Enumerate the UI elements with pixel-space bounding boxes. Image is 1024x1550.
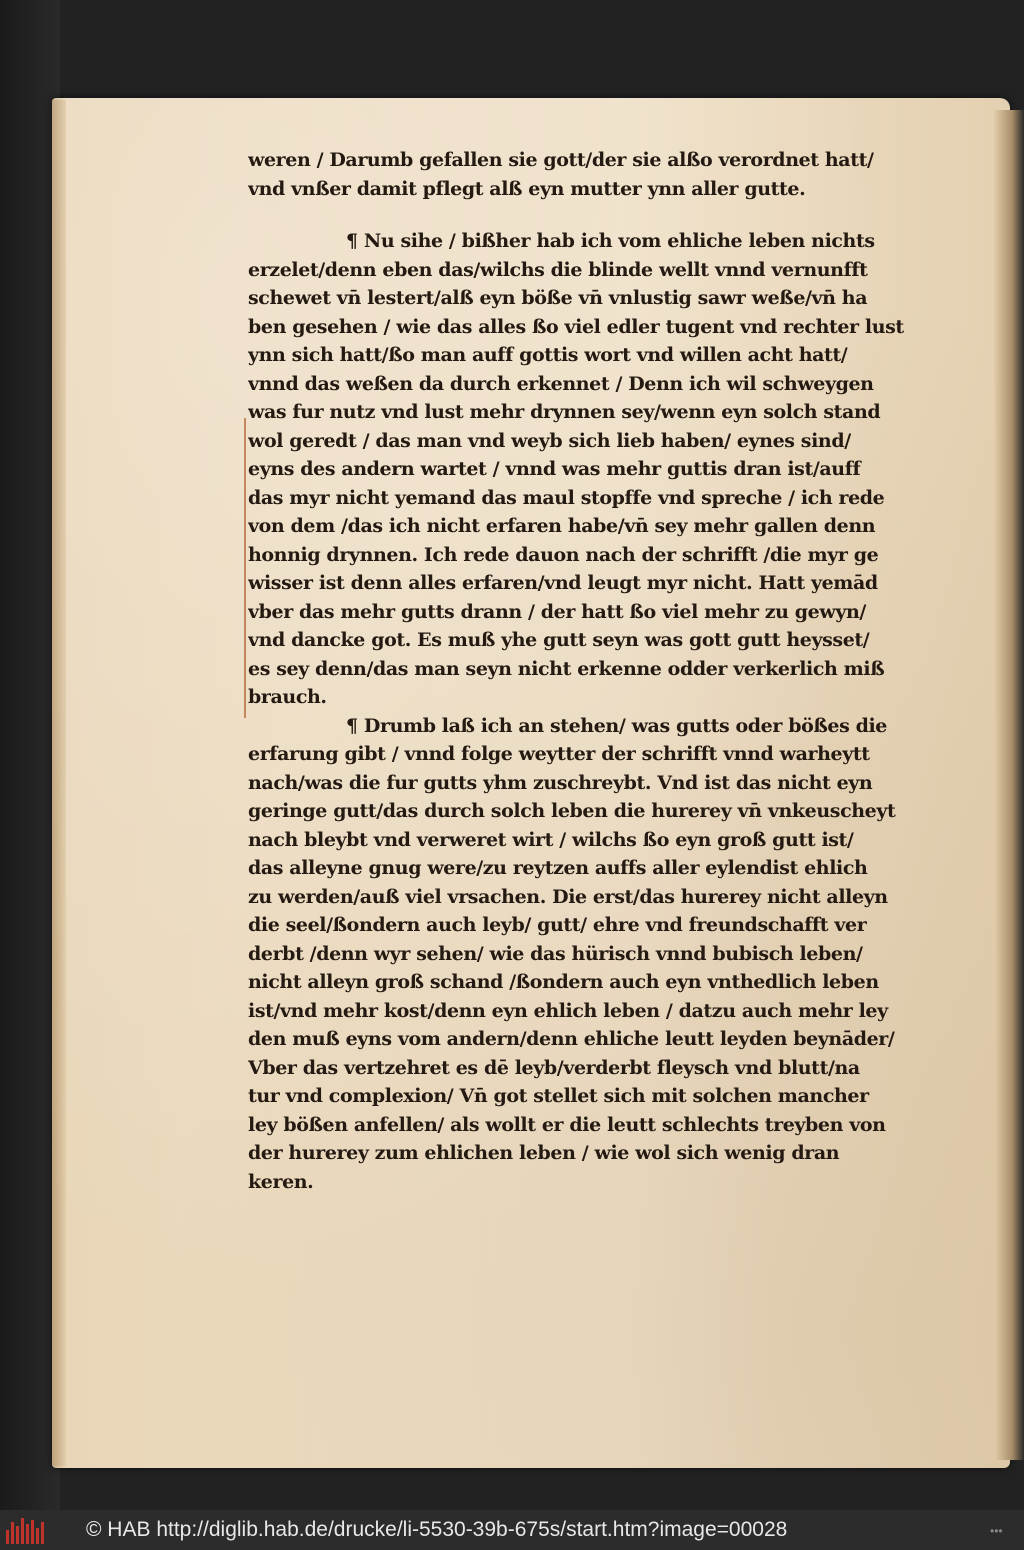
text-line: erzelet/denn eben das/wilchs die blinde wellt vnnd vernunfft (248, 258, 868, 281)
text-line: eyns des andern wartet / vnnd was mehr guttis dran ist/auff (248, 458, 861, 480)
text-line: von dem /das ich nicht erfaren habe/vn̄ sey mehr gallen denn (248, 515, 876, 537)
text-line: es sey denn/das man seyn nicht erkenne odder verkerlich miß (248, 657, 885, 680)
text-line: wol geredt / das man vnd weyb sich lieb haben/ eynes sind/ (248, 429, 851, 452)
printed-text-block (248, 146, 938, 1196)
text-line: derbt /denn wyr sehen/ wie das hürisch vnnd bubisch leben/ (248, 942, 863, 965)
text-line: nicht alleyn groß schand /ßondern auch eyn vnthedlich leben (248, 971, 879, 993)
text-line: der hurerey zum ehlichen leben / wie wol sich wenig dran (248, 1142, 840, 1164)
page-fore-edge (994, 110, 1024, 1460)
paragraph-3 (248, 712, 938, 1197)
page-gutter (52, 100, 66, 1466)
text-line: Vber das vertzehret es dē leyb/verderbt fleysch vnd blutt/na (248, 1056, 860, 1079)
text-line: keren. (248, 1170, 314, 1193)
text-line: das myr nicht yemand das maul stopffe vnd spreche / ich rede (248, 486, 885, 509)
text-line: den muß eyns vom andern/denn ehliche leutt leyden beynāder/ (248, 1028, 895, 1050)
text-line: was fur nutz vnd lust mehr drynnen sey/wenn eyn solch stand (248, 401, 881, 423)
text-line: erfarung gibt / vnnd folge weytter der schrifft vnnd warheytt (248, 743, 870, 765)
text-line: nach bleybt vnd verweret wirt / wilchs ßo eyn groß gutt ist/ (248, 828, 854, 851)
text-line: ¶ Nu sihe / bißher hab ich vom ehliche leben nichts (346, 230, 875, 252)
text-line: vnd dancke got. Es muß yhe gutt seyn was gott gutt heysset/ (248, 629, 870, 651)
text-line: nach/was die fur gutts yhm zuschreybt. Vnd ist das nicht eyn (248, 771, 873, 794)
text-line: brauch. (248, 686, 327, 708)
text-line: ben gesehen / wie das alles ßo viel edler tugent vnd rechter lust (248, 315, 904, 338)
text-line: tur vnd complexion/ Vn̄ got stellet sich mit solchen mancher (248, 1085, 869, 1107)
text-line: schewet vn̄ lestert/alß eyn böße vn̄ vnlustig sawr weße/vn̄ ha (248, 287, 868, 309)
text-line: honnig drynnen. Ich rede dauon nach der schrifft /die myr ge (248, 543, 879, 566)
scan-backdrop (0, 0, 60, 1510)
text-line: geringe gutt/das durch solch leben die hurerey vn̄ vnkeuscheyt (248, 800, 896, 822)
text-line: ¶ Drumb laß ich an stehen/ was gutts oder bößes die (346, 714, 887, 737)
text-line: vber das mehr gutts drann / der hatt ßo viel mehr zu gewyn/ (248, 600, 866, 623)
text-line: ynn sich hatt/ßo man auff gottis wort vnd willen acht hatt/ (248, 344, 848, 366)
hab-logo-icon (6, 1516, 46, 1544)
paragraph-1 (248, 146, 938, 203)
text-line: ist/vnd mehr kost/denn eyn ehlich leben / datzu auch mehr ley (248, 999, 888, 1022)
text-line: vnnd das weßen da durch erkennet / Denn ich wil schweygen (248, 372, 874, 395)
text-line: zu werden/auß viel vrsachen. Die erst/das hurerey nicht alleyn (248, 885, 888, 908)
copyright-url[interactable]: © HAB http://diglib.hab.de/drucke/li-5530-39b-675s/start.htm?image=00028 (86, 1518, 788, 1541)
text-line: vnd vnßer damit pflegt alß eyn mutter ynn aller gutte. (248, 177, 806, 200)
text-line: ley bößen anfellen/ als wollt er die leutt schlechts treyben von (248, 1113, 886, 1136)
text-line: die seel/ßondern auch leyb/ gutt/ ehre vnd freundschafft ver (248, 914, 867, 936)
paragraph-2 (248, 227, 938, 712)
text-line: das alleyne gnug were/zu reytzen auffs aller eylendist ehlich (248, 857, 868, 879)
text-line: weren / Darumb gefallen sie gott/der sie alßo verordnet hatt/ (248, 149, 874, 171)
text-line: wisser ist denn alles erfaren/vnd leugt myr nicht. Hatt yemād (248, 572, 878, 594)
footer-dots-icon: ••• (990, 1524, 1003, 1538)
